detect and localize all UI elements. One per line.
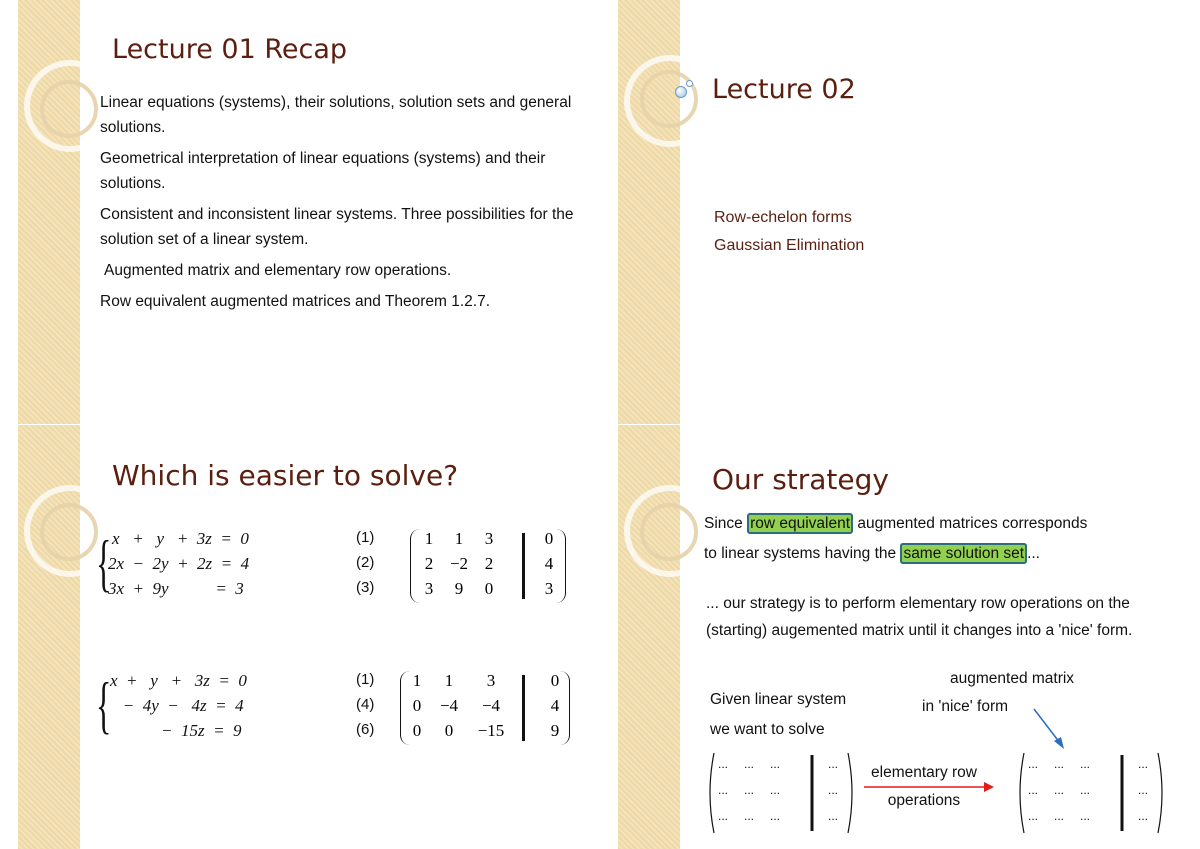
equation-tag: (1) <box>356 671 375 688</box>
text: operations <box>887 792 961 809</box>
equation-tag: (2) <box>356 554 375 571</box>
matrix-cell: 0 <box>550 671 560 690</box>
slide-lecture-01-recap <box>0 0 600 424</box>
recap-item: Consistent and inconsistent linear systems. Three possibilities for the solution set of a linear system. <box>100 206 574 248</box>
matrix-cell: 0 <box>444 721 454 740</box>
dots: ... <box>828 757 839 771</box>
matrix-cell: 0 <box>484 579 494 598</box>
slide-our-strategy <box>600 425 1200 849</box>
matrix-cell: 9 <box>454 579 464 598</box>
slide-lecture-02 <box>600 0 1200 424</box>
dots: ... <box>744 783 755 797</box>
dots: ... <box>1028 783 1039 797</box>
dots: ... <box>718 783 729 797</box>
dots: ... <box>828 783 839 797</box>
text: Since <box>704 515 748 532</box>
recap-list <box>100 90 580 320</box>
topic-list <box>714 204 864 260</box>
decorative-circle <box>40 80 98 138</box>
slide-which-is-easier <box>0 425 600 849</box>
equation-row: 2x − 2y + 2z = 4 <box>108 554 250 573</box>
dots: ... <box>744 757 755 771</box>
matrix-bracket-right <box>848 753 852 833</box>
dots: ... <box>1054 783 1065 797</box>
bullet-dot-small-icon <box>686 80 693 87</box>
dots: ... <box>718 809 729 823</box>
dots: ... <box>1080 783 1091 797</box>
matrix-cell: 4 <box>544 554 554 573</box>
dots: ... <box>770 783 781 797</box>
text: in 'nice' form <box>922 698 1009 715</box>
equation-row: − 4y − 4z = 4 <box>110 696 244 715</box>
equation-tag: (1) <box>356 529 375 546</box>
highlight-same-solution-set: same solution set <box>900 543 1027 564</box>
slide-title: Lecture 01 Recap <box>112 34 348 65</box>
text: to linear systems having the <box>704 545 901 562</box>
strategy-paragraph: ... our strategy is to perform elementary row operations on the (starting) augemented matrix until it changes into a 'nice' form. <box>706 595 1133 639</box>
dots: ... <box>770 757 781 771</box>
matrix-cell: −15 <box>477 721 505 740</box>
left-brace: { <box>96 527 112 598</box>
text: elementary row <box>871 764 977 781</box>
augment-bar <box>522 533 525 599</box>
equation-tag: (4) <box>356 696 375 713</box>
matrix-cell: −4 <box>439 696 459 715</box>
matrix-cell: 3 <box>486 671 496 690</box>
decorative-circle <box>640 70 698 128</box>
equation-row: x + y + 3z = 0 <box>110 671 247 690</box>
dots: ... <box>1138 809 1149 823</box>
decorative-circle <box>40 503 98 561</box>
text: we want to solve <box>710 721 825 738</box>
matrix-bracket-left <box>1020 753 1024 833</box>
text: augmented matrices corresponds <box>853 515 1088 532</box>
slide-title: Our strategy <box>712 463 889 496</box>
matrix-cell: 1 <box>424 529 434 548</box>
dots: ... <box>828 809 839 823</box>
arrow-label <box>870 759 978 815</box>
augmented-matrix-2 <box>400 671 572 747</box>
matrix-cell: 3 <box>424 579 434 598</box>
equation-tag: (6) <box>356 721 375 738</box>
dots: ... <box>1138 757 1149 771</box>
matrix-cell: 3 <box>544 579 554 598</box>
matrix-cell: 1 <box>444 671 454 690</box>
topic-item: Row-echelon forms <box>714 209 852 226</box>
equation-tag: (3) <box>356 579 375 596</box>
text: ... <box>1027 545 1040 562</box>
matrix-bracket-right <box>1158 753 1162 833</box>
left-brace: { <box>96 669 112 740</box>
matrix-cell: 3 <box>484 529 494 548</box>
dots: ... <box>1080 757 1091 771</box>
matrix-cell: 1 <box>412 671 422 690</box>
dots: ... <box>744 809 755 823</box>
matrix-cell: −2 <box>449 554 469 573</box>
dots: ... <box>1028 809 1039 823</box>
matrix-cell: −4 <box>481 696 501 715</box>
dots: ... <box>770 809 781 823</box>
slide-title: Which is easier to solve? <box>112 459 459 492</box>
red-arrowhead <box>984 782 994 792</box>
augment-bar <box>522 675 525 741</box>
equation-row: − 15z = 9 <box>110 721 242 740</box>
matrix-cell: 2 <box>484 554 494 573</box>
dots: ... <box>1138 783 1149 797</box>
dots: ... <box>718 757 729 771</box>
matrix-cell: 0 <box>412 721 422 740</box>
matrix-cell: 0 <box>544 529 554 548</box>
blue-arrowhead <box>1054 737 1064 749</box>
recap-item: Row equivalent augmented matrices and Theorem 1.2.7. <box>100 293 491 310</box>
matrix-cell: 9 <box>550 721 560 740</box>
blue-arrow <box>1034 709 1060 743</box>
bullet-dot-icon <box>675 86 687 98</box>
text: Given linear system <box>710 691 847 708</box>
equation-row: x + y + 3z = 0 <box>112 529 249 548</box>
dots: ... <box>1054 757 1065 771</box>
highlight-row-equivalent: row equivalent <box>747 513 853 534</box>
dots: ... <box>1080 809 1091 823</box>
topic-item: Gaussian Elimination <box>714 237 865 254</box>
text: augmented matrix <box>950 670 1075 687</box>
matrix-bracket-left <box>710 753 714 833</box>
recap-item: Linear equations (systems), their solutions, solution sets and general solutions. <box>100 94 572 136</box>
matrix-cell: 0 <box>412 696 422 715</box>
dots: ... <box>1028 757 1039 771</box>
augmented-matrix-1 <box>410 529 570 605</box>
dots: ... <box>1054 809 1065 823</box>
matrix-cell: 1 <box>454 529 464 548</box>
matrix-cell: 4 <box>550 696 560 715</box>
slide-title: Lecture 02 <box>712 74 856 105</box>
matrix-cell: 2 <box>424 554 434 573</box>
recap-item: Geometrical interpretation of linear equations (systems) and their solutions. <box>100 150 546 192</box>
recap-item: Augmented matrix and elementary row operations. <box>104 262 452 279</box>
equation-row: 3x + 9y = 3 <box>108 579 244 598</box>
